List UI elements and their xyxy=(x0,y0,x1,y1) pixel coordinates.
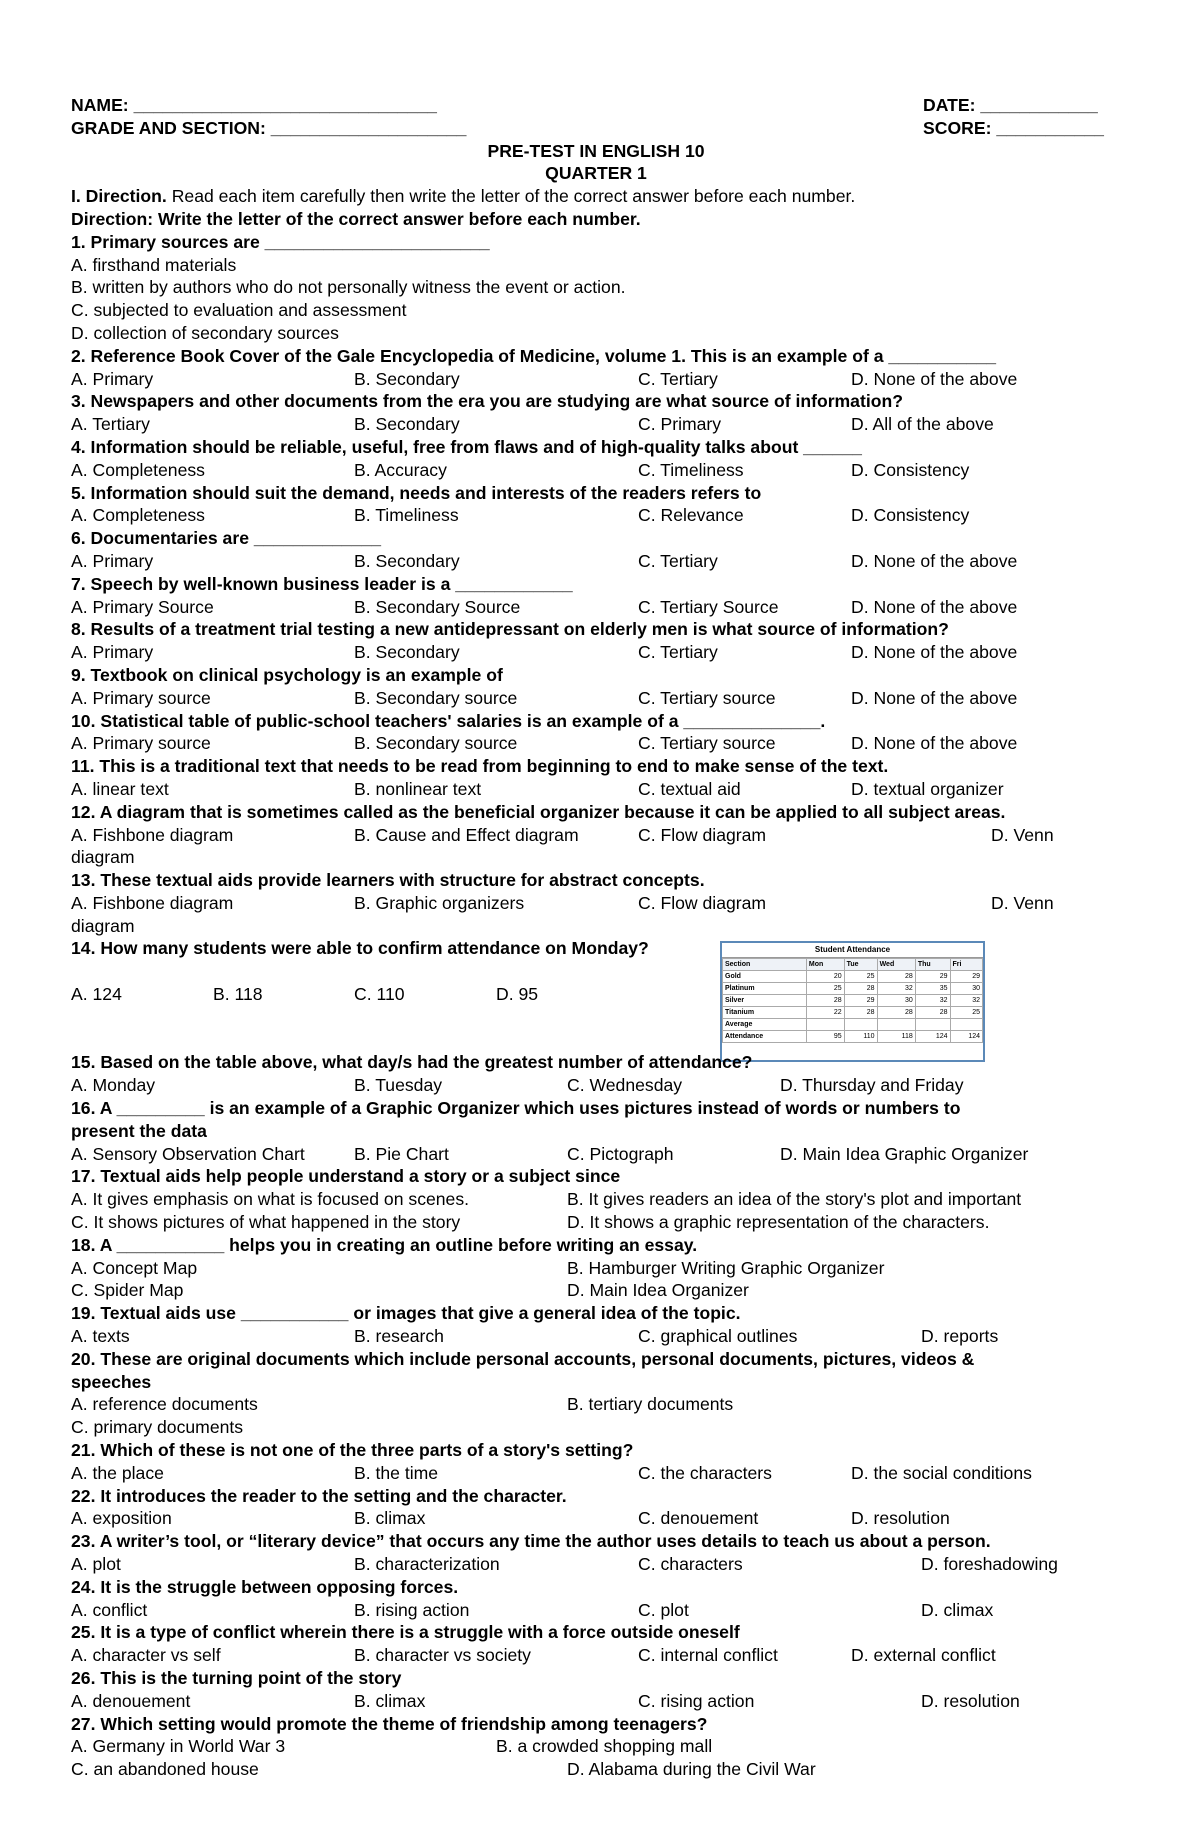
q6-option-c: C. Tertiary xyxy=(638,550,718,571)
attendance-table-title: Student Attendance xyxy=(722,943,983,958)
attendance-cell: Gold xyxy=(723,971,807,983)
question-2: 2. Reference Book Cover of the Gale Encyclopedia of Medicine, volume 1. This is an example of a ___________ xyxy=(71,345,997,366)
q13-option-d-cont: diagram xyxy=(71,915,135,936)
question-8: 8. Results of a treatment trial testing a new antidepressant on elderly men is what source of information? xyxy=(71,619,949,640)
question-25: 25. It is a type of conflict wherein there is a struggle with a force outside oneself xyxy=(71,1622,740,1643)
q3-options xyxy=(71,413,1121,436)
q6-option-a: A. Primary xyxy=(71,550,154,571)
q8-option-b: B. Secondary xyxy=(354,642,460,663)
attendance-row xyxy=(723,1007,983,1019)
q7-option-a: A. Primary Source xyxy=(71,596,214,617)
q9-option-b: B. Secondary source xyxy=(354,687,518,708)
q9-options xyxy=(71,687,1121,710)
q11-option-d: D. textual organizer xyxy=(851,778,1004,799)
q27-options-cd xyxy=(71,1758,1121,1781)
attendance-cell: Attendance xyxy=(723,1031,807,1043)
q16-option-d: D. Main Idea Graphic Organizer xyxy=(780,1143,1029,1164)
q17-options-cd xyxy=(71,1211,1121,1234)
attendance-cell: 32 xyxy=(950,995,983,1007)
attendance-cell: 110 xyxy=(844,1031,877,1043)
attendance-row xyxy=(723,983,983,995)
attendance-cell: 118 xyxy=(877,1031,915,1043)
q15-option-a: A. Monday xyxy=(71,1075,156,1096)
attendance-cell: 25 xyxy=(844,971,877,983)
question-3: 3. Newspapers and other documents from the era you are studying are what source of information? xyxy=(71,391,903,412)
attendance-cell: 29 xyxy=(950,971,983,983)
name-line xyxy=(71,94,1121,117)
direction-1-label: I. Direction. xyxy=(71,186,167,207)
q4-option-c: C. Timeliness xyxy=(638,459,744,480)
attendance-cell: 28 xyxy=(877,971,915,983)
question-20-cont: speeches xyxy=(71,1371,152,1392)
q24-options xyxy=(71,1599,1121,1622)
q17-option-c: C. It shows pictures of what happened in the story xyxy=(71,1212,461,1233)
q16-options xyxy=(71,1143,1121,1166)
name-label: NAME: xyxy=(71,95,129,115)
q5-option-d: D. Consistency xyxy=(851,505,970,526)
question-13: 13. These textual aids provide learners with structure for abstract concepts. xyxy=(71,870,705,891)
q3-option-b: B. Secondary xyxy=(354,414,460,435)
q26-option-b: B. climax xyxy=(354,1690,426,1711)
q10-option-d: D. None of the above xyxy=(851,733,1018,754)
q25-option-b: B. character vs society xyxy=(354,1645,531,1666)
q2-option-d: D. None of the above xyxy=(851,368,1018,389)
question-19: 19. Textual aids use ___________ or images that give a general idea of the topic. xyxy=(71,1303,741,1324)
q26-option-c: C. rising action xyxy=(638,1690,755,1711)
question-18: 18. A ___________ helps you in creating an outline before writing an essay. xyxy=(71,1234,698,1255)
question-17: 17. Textual aids help people understand a story or a subject since xyxy=(71,1166,621,1187)
question-20: 20. These are original documents which include personal accounts, personal documents, pictures, videos & xyxy=(71,1348,975,1369)
q21-option-a: A. the place xyxy=(71,1462,164,1483)
question-16-cont: present the data xyxy=(71,1120,207,1141)
q13-option-b: B. Graphic organizers xyxy=(354,892,525,913)
question-15: 15. Based on the table above, what day/s had the greatest number of attendance? xyxy=(71,1052,753,1073)
q3-option-c: C. Primary xyxy=(638,414,722,435)
q8-options xyxy=(71,641,1121,664)
student-attendance-table-image xyxy=(720,941,985,1062)
question-5: 5. Information should suit the demand, needs and interests of the readers refers to xyxy=(71,482,762,503)
q4-option-a: A. Completeness xyxy=(71,459,205,480)
q7-option-b: B. Secondary Source xyxy=(354,596,521,617)
q22-options xyxy=(71,1507,1121,1530)
q5-option-b: B. Timeliness xyxy=(354,505,459,526)
q24-option-c: C. plot xyxy=(638,1599,689,1620)
q7-option-d: D. None of the above xyxy=(851,596,1018,617)
q17-option-d: D. It shows a graphic representation of the characters. xyxy=(567,1212,990,1233)
attendance-cell: 28 xyxy=(915,1007,950,1019)
date-blank: ____________ xyxy=(980,95,1098,115)
date-label: DATE: xyxy=(923,95,976,115)
q19-option-d: D. reports xyxy=(921,1326,999,1347)
question-14-block xyxy=(71,937,1121,1051)
q4-option-d: D. Consistency xyxy=(851,459,970,480)
q12-option-c: C. Flow diagram xyxy=(638,824,767,845)
q18-option-a: A. Concept Map xyxy=(71,1257,198,1278)
q2-option-a: A. Primary xyxy=(71,368,154,389)
attendance-cell xyxy=(950,1019,983,1031)
q4-option-b: B. Accuracy xyxy=(354,459,447,480)
q11-options xyxy=(71,778,1121,801)
q23-option-d: D. foreshadowing xyxy=(921,1554,1058,1575)
q5-option-a: A. Completeness xyxy=(71,505,205,526)
attendance-cell: Titanium xyxy=(723,1007,807,1019)
attendance-cell: 28 xyxy=(806,995,844,1007)
q6-options xyxy=(71,550,1121,573)
q20-option-b: B. tertiary documents xyxy=(567,1394,734,1415)
attendance-cell: Silver xyxy=(723,995,807,1007)
attendance-row xyxy=(723,971,983,983)
q25-options xyxy=(71,1644,1121,1667)
q17-options-ab xyxy=(71,1188,1121,1211)
q25-option-d: D. external conflict xyxy=(851,1645,996,1666)
q10-options xyxy=(71,732,1121,755)
q5-option-c: C. Relevance xyxy=(638,505,744,526)
q7-option-c: C. Tertiary Source xyxy=(638,596,779,617)
test-page xyxy=(71,94,1121,1781)
q13-options xyxy=(71,892,1121,915)
question-6: 6. Documentaries are _____________ xyxy=(71,528,382,549)
q23-options xyxy=(71,1553,1121,1576)
q12-option-d-cont: diagram xyxy=(71,847,135,868)
q14-option-c: C. 110 xyxy=(354,984,405,1005)
q11-option-a: A. linear text xyxy=(71,778,169,799)
grade-line xyxy=(71,117,1121,140)
q12-option-a: A. Fishbone diagram xyxy=(71,824,234,845)
attendance-cell: 25 xyxy=(806,983,844,995)
q14-option-b: B. 118 xyxy=(213,984,263,1005)
attendance-cell: 32 xyxy=(915,995,950,1007)
grade-blank: ____________________ xyxy=(270,117,467,138)
q22-option-c: C. denouement xyxy=(638,1508,759,1529)
q25-option-c: C. internal conflict xyxy=(638,1645,778,1666)
attendance-header-cell: Fri xyxy=(950,959,983,971)
question-16: 16. A _________ is an example of a Graphic Organizer which uses pictures instead of words or numbers to xyxy=(71,1098,961,1119)
q4-options xyxy=(71,459,1121,482)
q16-option-b: B. Pie Chart xyxy=(354,1143,449,1164)
question-7: 7. Speech by well-known business leader is a ____________ xyxy=(71,573,573,594)
q27-option-c: C. an abandoned house xyxy=(71,1759,259,1780)
page-title: PRE-TEST IN ENGLISH 10 xyxy=(487,140,705,161)
score-field xyxy=(923,117,1104,140)
attendance-row xyxy=(723,1031,983,1043)
q8-option-a: A. Primary xyxy=(71,642,154,663)
q9-option-c: C. Tertiary source xyxy=(638,687,776,708)
question-21: 21. Which of these is not one of the three parts of a story's setting? xyxy=(71,1440,634,1461)
q1-option-c: C. subjected to evaluation and assessment xyxy=(71,300,407,321)
q21-option-b: B. the time xyxy=(354,1462,439,1483)
q15-option-d: D. Thursday and Friday xyxy=(780,1075,964,1096)
direction-1-text: Read each item carefully then write the letter of the correct answer before each number. xyxy=(166,186,856,207)
attendance-row xyxy=(723,1019,983,1031)
q1-option-d: D. collection of secondary sources xyxy=(71,322,339,343)
question-10: 10. Statistical table of public-school teachers' salaries is an example of a ______________. xyxy=(71,710,826,731)
direction-1 xyxy=(71,185,1121,208)
q25-option-a: A. character vs self xyxy=(71,1645,221,1666)
attendance-header-cell: Wed xyxy=(877,959,915,971)
q20-options-ab xyxy=(71,1393,1121,1416)
attendance-cell: 35 xyxy=(915,983,950,995)
direction-2: Direction: Write the letter of the correct answer before each number. xyxy=(71,208,641,229)
attendance-cell: 28 xyxy=(844,983,877,995)
question-9: 9. Textbook on clinical psychology is an example of xyxy=(71,664,503,685)
question-26: 26. This is the turning point of the story xyxy=(71,1668,402,1688)
q22-option-a: A. exposition xyxy=(71,1508,172,1529)
q18-options-ab xyxy=(71,1257,1121,1280)
q9-option-d: D. None of the above xyxy=(851,687,1018,708)
attendance-cell: 29 xyxy=(915,971,950,983)
attendance-cell: 28 xyxy=(877,1007,915,1019)
q2-option-b: B. Secondary xyxy=(354,368,460,389)
attendance-header-row xyxy=(723,959,983,971)
q3-option-d: D. All of the above xyxy=(851,414,994,435)
q15-option-b: B. Tuesday xyxy=(354,1075,443,1096)
question-22: 22. It introduces the reader to the setting and the character. xyxy=(71,1485,567,1506)
question-27: 27. Which setting would promote the theme of friendship among teenagers? xyxy=(71,1713,708,1734)
q21-option-d: D. the social conditions xyxy=(851,1462,1032,1483)
q1-option-a: A. firsthand materials xyxy=(71,254,237,275)
attendance-cell: Platinum xyxy=(723,983,807,995)
quarter-title: QUARTER 1 xyxy=(545,163,647,184)
q27-option-d: D. Alabama during the Civil War xyxy=(567,1759,816,1780)
q24-option-d: D. climax xyxy=(921,1599,994,1620)
q11-option-b: B. nonlinear text xyxy=(354,778,482,799)
q13-option-c: C. Flow diagram xyxy=(638,892,767,913)
q12-option-b: B. Cause and Effect diagram xyxy=(354,824,579,845)
attendance-cell: 124 xyxy=(915,1031,950,1043)
attendance-cell: 30 xyxy=(950,983,983,995)
attendance-cell: Average xyxy=(723,1019,807,1031)
q22-option-d: D. resolution xyxy=(851,1508,950,1529)
grade-label: GRADE AND SECTION: xyxy=(71,117,266,138)
q16-option-a: A. Sensory Observation Chart xyxy=(71,1143,305,1164)
q2-option-c: C. Tertiary xyxy=(638,368,718,389)
q18-option-d: D. Main Idea Organizer xyxy=(567,1280,749,1301)
attendance-cell xyxy=(915,1019,950,1031)
q13-option-a: A. Fishbone diagram xyxy=(71,892,234,913)
q19-option-a: A. texts xyxy=(71,1326,130,1347)
question-4: 4. Information should be reliable, useful, free from flaws and of high-quality talks about ______ xyxy=(71,436,862,457)
question-12: 12. A diagram that is sometimes called as the beneficial organizer because it can be applied to all subject areas. xyxy=(71,801,1006,822)
attendance-row xyxy=(723,995,983,1007)
q17-option-b: B. It gives readers an idea of the story's plot and important xyxy=(567,1189,1022,1210)
attendance-header-cell: Section xyxy=(723,959,807,971)
q10-option-a: A. Primary source xyxy=(71,733,211,754)
q9-option-a: A. Primary source xyxy=(71,687,211,708)
q12-option-d: D. Venn xyxy=(991,824,1054,845)
q24-option-a: A. conflict xyxy=(71,1599,148,1620)
q23-option-a: A. plot xyxy=(71,1554,121,1575)
q20-option-a: A. reference documents xyxy=(71,1394,258,1415)
q7-options xyxy=(71,596,1121,619)
question-24: 24. It is the struggle between opposing forces. xyxy=(71,1576,459,1597)
q18-option-c: C. Spider Map xyxy=(71,1280,184,1301)
question-23: 23. A writer’s tool, or “literary device” that occurs any time the author uses details to teach us about a person. xyxy=(71,1531,991,1552)
q6-option-d: D. None of the above xyxy=(851,550,1018,571)
q1-option-b: B. written by authors who do not personally witness the event or action. xyxy=(71,277,626,298)
q2-options xyxy=(71,368,1121,391)
q13-option-d: D. Venn xyxy=(991,892,1054,913)
q15-options xyxy=(71,1074,1121,1097)
attendance-header-cell: Thu xyxy=(915,959,950,971)
q18-options-cd xyxy=(71,1279,1121,1302)
q26-option-a: A. denouement xyxy=(71,1690,191,1711)
attendance-cell xyxy=(806,1019,844,1031)
q23-option-c: C. characters xyxy=(638,1554,743,1575)
q15-option-c: C. Wednesday xyxy=(567,1075,683,1096)
q26-option-d: D. resolution xyxy=(921,1690,1020,1711)
q27-options-ab xyxy=(71,1735,1121,1758)
q8-option-d: D. None of the above xyxy=(851,642,1018,663)
attendance-cell: 30 xyxy=(877,995,915,1007)
q19-option-b: B. research xyxy=(354,1326,444,1347)
q27-option-a: A. Germany in World War 3 xyxy=(71,1736,286,1757)
q3-option-a: A. Tertiary xyxy=(71,414,150,435)
q19-option-c: C. graphical outlines xyxy=(638,1326,798,1347)
score-label: SCORE: xyxy=(923,117,992,138)
q5-options xyxy=(71,504,1121,527)
name-blank: _______________________________ xyxy=(133,95,437,115)
q26-options xyxy=(71,1690,1121,1713)
q10-option-b: B. Secondary source xyxy=(354,733,518,754)
attendance-header-cell: Mon xyxy=(806,959,844,971)
q17-option-a: A. It gives emphasis on what is focused on scenes. xyxy=(71,1189,470,1210)
q12-options xyxy=(71,824,1121,847)
attendance-cell: 20 xyxy=(806,971,844,983)
q18-option-b: B. Hamburger Writing Graphic Organizer xyxy=(567,1257,885,1278)
question-1: 1. Primary sources are _______________________ xyxy=(71,231,490,252)
q23-option-b: B. characterization xyxy=(354,1554,500,1575)
attendance-cell xyxy=(844,1019,877,1031)
attendance-cell xyxy=(877,1019,915,1031)
q16-option-c: C. Pictograph xyxy=(567,1143,674,1164)
q21-options xyxy=(71,1462,1121,1485)
attendance-cell: 28 xyxy=(844,1007,877,1019)
question-14: 14. How many students were able to confirm attendance on Monday? xyxy=(71,938,649,959)
q19-options xyxy=(71,1325,1121,1348)
q21-option-c: C. the characters xyxy=(638,1462,772,1483)
attendance-cell: 32 xyxy=(877,983,915,995)
q8-option-c: C. Tertiary xyxy=(638,642,718,663)
q14-option-a: A. 124 xyxy=(71,984,122,1005)
q22-option-b: B. climax xyxy=(354,1508,426,1529)
question-11: 11. This is a traditional text that needs to be read from beginning to end to make sense of the text. xyxy=(71,756,889,777)
attendance-table xyxy=(722,958,983,1043)
q10-option-c: C. Tertiary source xyxy=(638,733,776,754)
q14-option-d: D. 95 xyxy=(496,984,539,1005)
q27-option-b: B. a crowded shopping mall xyxy=(496,1736,713,1757)
date-field xyxy=(923,94,1098,117)
attendance-cell: 25 xyxy=(950,1007,983,1019)
attendance-header-cell: Tue xyxy=(844,959,877,971)
q24-option-b: B. rising action xyxy=(354,1599,470,1620)
attendance-cell: 29 xyxy=(844,995,877,1007)
q11-option-c: C. textual aid xyxy=(638,778,741,799)
attendance-cell: 124 xyxy=(950,1031,983,1043)
q20-option-c: C. primary documents xyxy=(71,1417,244,1438)
attendance-cell: 95 xyxy=(806,1031,844,1043)
score-blank: ___________ xyxy=(991,117,1104,138)
q6-option-b: B. Secondary xyxy=(354,550,460,571)
attendance-cell: 22 xyxy=(806,1007,844,1019)
